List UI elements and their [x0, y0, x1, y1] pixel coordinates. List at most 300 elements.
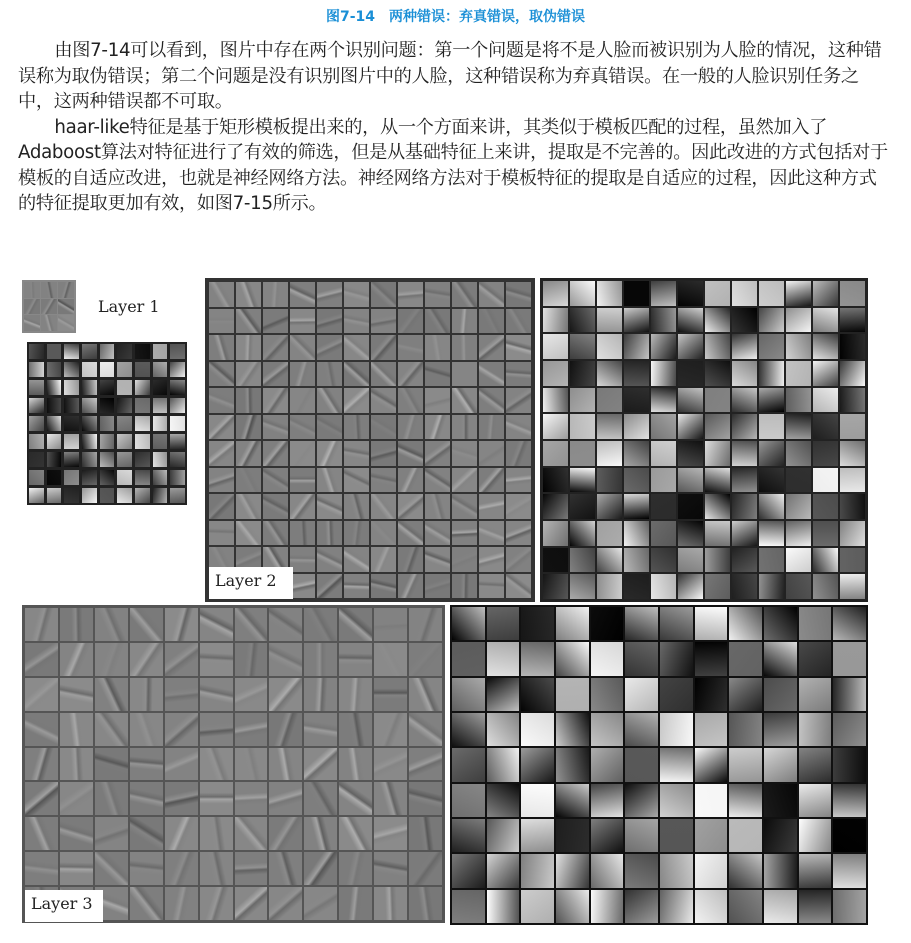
feature-tile [452, 678, 485, 711]
feature-tile [269, 782, 302, 815]
feature-tile [209, 362, 234, 387]
feature-tile [521, 784, 554, 817]
feature-tile [479, 335, 504, 360]
feature-tile [60, 608, 93, 641]
feature-tile [165, 782, 198, 815]
feature-tile [344, 309, 369, 334]
feature-tile [371, 521, 396, 546]
feature-tile [374, 713, 407, 746]
feature-tile [165, 678, 198, 711]
feature-tile [290, 521, 315, 546]
feature-tile [339, 852, 372, 885]
feature-tile [165, 817, 198, 850]
feature-tile [117, 398, 132, 413]
feature-tile [371, 415, 396, 440]
feature-tile [597, 468, 622, 493]
feature-tile [556, 819, 589, 852]
feature-tile [678, 361, 703, 386]
feature-tile [374, 852, 407, 885]
feature-tile [398, 441, 423, 466]
feature-tile [759, 441, 784, 466]
feature-tile [799, 819, 832, 852]
feature-tile [41, 282, 57, 298]
feature-tile [135, 452, 150, 467]
feature-tile [165, 608, 198, 641]
feature-tile [25, 748, 58, 781]
feature-tile [695, 713, 728, 746]
feature-tile [170, 344, 185, 359]
feature-tile [651, 334, 676, 359]
feature-tile [487, 890, 520, 923]
feature-tile [153, 488, 168, 503]
feature-tile [425, 335, 450, 360]
feature-tile [153, 398, 168, 413]
feature-tile [678, 388, 703, 413]
feature-tile [543, 521, 568, 546]
feature-tile [58, 315, 74, 331]
feature-tile [732, 414, 757, 439]
feature-tile [625, 642, 658, 675]
feature-tile [759, 281, 784, 306]
feature-tile [425, 309, 450, 334]
feature-tile [660, 748, 693, 781]
layer2-filters-grid [209, 282, 531, 598]
feature-tile [135, 344, 150, 359]
feature-tile [398, 415, 423, 440]
layer3-filters-grid [25, 608, 442, 920]
feature-tile [678, 494, 703, 519]
feature-tile [840, 334, 865, 359]
feature-tile [130, 608, 163, 641]
feature-tile [339, 678, 372, 711]
feature-tile [591, 854, 624, 887]
feature-tile [487, 854, 520, 887]
feature-tile [813, 441, 838, 466]
feature-tile [371, 335, 396, 360]
paragraph-2: haar-like特征是基于矩形模板提出来的，从一个方面来讲，其类似于模板匹配的过程，虽然加入了Adaboost算法对特征进行了有效的筛选，但是从基础特征上来讲，提取是不完善的。因此改进的方式包括对于模板的自适应改进，也就是神经网络方法。神经网络方法对于模板特征的提取是自适应的过程，因此这种方式的特征提取更加有效，如图7-15所示。 [18, 116, 888, 214]
feature-tile [82, 488, 97, 503]
feature-tile [729, 748, 762, 781]
feature-tile [556, 642, 589, 675]
feature-tile [170, 452, 185, 467]
feature-tile [290, 441, 315, 466]
feature-tile [236, 468, 261, 493]
feature-tile [29, 416, 44, 431]
feature-tile [64, 488, 79, 503]
feature-tile [29, 434, 44, 449]
feature-tile [543, 308, 568, 333]
feature-tile [840, 281, 865, 306]
feature-tile [200, 782, 233, 815]
layer2-filters-panel [205, 278, 535, 602]
feature-tile [236, 335, 261, 360]
feature-tile [732, 361, 757, 386]
feature-tile [60, 678, 93, 711]
feature-tile [235, 782, 268, 815]
feature-tile [269, 852, 302, 885]
feature-tile [452, 415, 477, 440]
feature-tile [479, 521, 504, 546]
feature-tile [597, 441, 622, 466]
feature-tile [200, 643, 233, 676]
feature-tile [452, 642, 485, 675]
feature-tile [82, 344, 97, 359]
feature-tile [597, 494, 622, 519]
feature-tile [200, 608, 233, 641]
feature-tile [290, 468, 315, 493]
feature-tile [82, 470, 97, 485]
feature-tile [705, 574, 730, 599]
feature-tile [100, 344, 115, 359]
feature-tile [165, 643, 198, 676]
feature-tile [130, 748, 163, 781]
feature-tile [25, 713, 58, 746]
feature-tile [47, 344, 62, 359]
feature-tile [135, 470, 150, 485]
feature-tile [452, 607, 485, 640]
feature-tile [452, 335, 477, 360]
feature-tile [269, 608, 302, 641]
layer1-patches-grid [27, 342, 187, 505]
feature-tile [130, 887, 163, 920]
feature-tile [624, 548, 649, 573]
feature-tile [344, 574, 369, 599]
feature-tile [759, 308, 784, 333]
feature-tile [29, 362, 44, 377]
feature-tile [398, 468, 423, 493]
feature-tile [570, 334, 595, 359]
feature-tile [695, 607, 728, 640]
feature-tile [452, 494, 477, 519]
feature-tile [317, 521, 342, 546]
feature-tile [705, 548, 730, 573]
feature-tile [290, 309, 315, 334]
feature-tile [425, 574, 450, 599]
feature-tile [425, 468, 450, 493]
feature-tile [479, 309, 504, 334]
layer2-patches-panel [540, 278, 868, 602]
feature-tile [130, 852, 163, 885]
feature-tile [625, 748, 658, 781]
feature-tile [651, 281, 676, 306]
feature-tile [235, 817, 268, 850]
feature-tile [651, 494, 676, 519]
feature-tile [570, 281, 595, 306]
feature-tile [170, 398, 185, 413]
feature-tile [729, 784, 762, 817]
feature-tile [344, 335, 369, 360]
feature-tile [759, 494, 784, 519]
feature-tile [58, 299, 74, 315]
feature-tile [117, 380, 132, 395]
feature-tile [764, 713, 797, 746]
feature-tile [170, 488, 185, 503]
feature-tile [236, 441, 261, 466]
feature-tile [695, 784, 728, 817]
feature-tile [165, 748, 198, 781]
feature-tile [398, 282, 423, 307]
layer2-patches-grid [543, 281, 865, 599]
feature-tile [591, 890, 624, 923]
feature-tile [371, 362, 396, 387]
feature-tile [786, 441, 811, 466]
feature-tile [425, 282, 450, 307]
feature-tile [409, 782, 442, 815]
feature-tile [452, 784, 485, 817]
feature-tile [813, 334, 838, 359]
feature-tile [200, 748, 233, 781]
feature-tile [705, 388, 730, 413]
feature-tile [625, 784, 658, 817]
feature-tile [678, 521, 703, 546]
feature-tile [47, 452, 62, 467]
feature-tile [624, 334, 649, 359]
feature-tile [624, 521, 649, 546]
feature-tile [425, 415, 450, 440]
feature-tile [409, 852, 442, 885]
feature-tile [729, 819, 762, 852]
paragraph-1: 由图7-14可以看到，图片中存在两个识别问题：第一个问题是将不是人脸而被识别为人脸的情况，这种错误称为取伪错误；第二个问题是没有识别图片中的人脸，这种错误称为弃真错误。在一般的人脸识别任务之中，这两种错误都不可取。 [18, 40, 882, 112]
feature-tile [269, 643, 302, 676]
feature-tile [41, 299, 57, 315]
feature-tile [799, 784, 832, 817]
layer1-panel [18, 275, 202, 601]
feature-tile [521, 607, 554, 640]
feature-tile [759, 414, 784, 439]
feature-tile [200, 713, 233, 746]
feature-tile [521, 748, 554, 781]
feature-tile [452, 890, 485, 923]
feature-tile [597, 548, 622, 573]
feature-tile [799, 678, 832, 711]
feature-tile [732, 441, 757, 466]
feature-tile [570, 521, 595, 546]
feature-tile [833, 854, 866, 887]
feature-tile [371, 441, 396, 466]
feature-tile [705, 468, 730, 493]
feature-tile [304, 678, 337, 711]
feature-tile [290, 388, 315, 413]
feature-tile [732, 494, 757, 519]
feature-tile [290, 415, 315, 440]
feature-tile [840, 308, 865, 333]
feature-tile [409, 713, 442, 746]
feature-tile [813, 361, 838, 386]
feature-tile [263, 441, 288, 466]
feature-tile [398, 494, 423, 519]
feature-tile [25, 817, 58, 850]
feature-tile [732, 521, 757, 546]
feature-tile [64, 380, 79, 395]
feature-tile [165, 713, 198, 746]
feature-tile [452, 748, 485, 781]
feature-tile [786, 388, 811, 413]
feature-tile [95, 817, 128, 850]
feature-tile [452, 441, 477, 466]
feature-tile [651, 414, 676, 439]
layer3-label: Layer 3 [25, 890, 103, 922]
feature-tile [452, 547, 477, 572]
feature-tile [521, 713, 554, 746]
feature-tile [813, 494, 838, 519]
feature-tile [371, 574, 396, 599]
feature-tile [597, 281, 622, 306]
feature-tile [236, 388, 261, 413]
feature-tile [543, 548, 568, 573]
feature-tile [729, 890, 762, 923]
feature-tile [425, 521, 450, 546]
feature-tile [64, 398, 79, 413]
feature-tile [24, 315, 40, 331]
feature-tile [95, 608, 128, 641]
feature-tile [660, 713, 693, 746]
feature-tile [339, 817, 372, 850]
feature-tile [117, 470, 132, 485]
feature-tile [317, 494, 342, 519]
feature-tile [695, 748, 728, 781]
feature-tile [624, 441, 649, 466]
feature-tile [236, 282, 261, 307]
feature-tile [290, 494, 315, 519]
feature-tile [409, 678, 442, 711]
feature-tile [786, 574, 811, 599]
feature-tile [425, 547, 450, 572]
feature-tile [660, 678, 693, 711]
feature-tile [487, 642, 520, 675]
feature-tile [506, 415, 531, 440]
feature-tile [60, 748, 93, 781]
feature-tile [135, 488, 150, 503]
feature-tile [24, 282, 40, 298]
feature-tile [651, 441, 676, 466]
feature-tile [759, 521, 784, 546]
feature-tile [452, 854, 485, 887]
feature-tile [813, 308, 838, 333]
feature-tile [304, 713, 337, 746]
feature-tile [200, 817, 233, 850]
feature-tile [543, 574, 568, 599]
feature-tile [209, 282, 234, 307]
feature-tile [521, 678, 554, 711]
feature-tile [506, 494, 531, 519]
feature-tile [317, 415, 342, 440]
feature-tile [651, 308, 676, 333]
feature-tile [764, 748, 797, 781]
feature-tile [570, 308, 595, 333]
feature-tile [344, 441, 369, 466]
feature-tile [799, 607, 832, 640]
feature-tile [100, 362, 115, 377]
feature-tile [339, 748, 372, 781]
feature-tile [840, 494, 865, 519]
feature-tile [339, 887, 372, 920]
feature-tile [344, 282, 369, 307]
feature-tile [130, 782, 163, 815]
layer3-filters-panel [22, 605, 445, 923]
feature-tile [95, 678, 128, 711]
feature-tile [452, 309, 477, 334]
feature-tile [786, 548, 811, 573]
feature-tile [82, 362, 97, 377]
feature-tile [409, 887, 442, 920]
feature-tile [25, 782, 58, 815]
feature-tile [317, 282, 342, 307]
feature-tile [660, 854, 693, 887]
feature-tile [339, 643, 372, 676]
feature-tile [591, 713, 624, 746]
feature-tile [506, 309, 531, 334]
layer2-label: Layer 2 [209, 567, 293, 599]
feature-tile [660, 890, 693, 923]
feature-tile [695, 854, 728, 887]
feature-tile [317, 547, 342, 572]
feature-tile [209, 388, 234, 413]
feature-tile [130, 678, 163, 711]
feature-tile [317, 441, 342, 466]
feature-tile [786, 281, 811, 306]
feature-tile [374, 748, 407, 781]
feature-tile [64, 470, 79, 485]
feature-tile [597, 574, 622, 599]
feature-tile [591, 642, 624, 675]
feature-tile [235, 748, 268, 781]
feature-tile [374, 887, 407, 920]
feature-tile [269, 748, 302, 781]
feature-tile [409, 643, 442, 676]
feature-tile [317, 335, 342, 360]
feature-tile [269, 713, 302, 746]
feature-tile [100, 452, 115, 467]
layer1-filters-grid [22, 280, 76, 333]
feature-tile [25, 643, 58, 676]
feature-tile [100, 416, 115, 431]
feature-tile [236, 494, 261, 519]
layer3-patches-panel [450, 605, 868, 925]
feature-tile [170, 380, 185, 395]
feature-tile [556, 607, 589, 640]
feature-tile [833, 890, 866, 923]
feature-tile [304, 643, 337, 676]
feature-tile [624, 574, 649, 599]
feature-tile [452, 388, 477, 413]
feature-tile [135, 416, 150, 431]
feature-tile [625, 713, 658, 746]
feature-tile [317, 309, 342, 334]
feature-tile [100, 380, 115, 395]
feature-tile [759, 334, 784, 359]
feature-tile [624, 414, 649, 439]
feature-tile [290, 335, 315, 360]
feature-tile [269, 887, 302, 920]
feature-tile [678, 334, 703, 359]
feature-tile [82, 398, 97, 413]
feature-tile [543, 361, 568, 386]
feature-tile [570, 388, 595, 413]
feature-tile [506, 335, 531, 360]
feature-tile [799, 713, 832, 746]
feature-tile [339, 782, 372, 815]
feature-tile [651, 574, 676, 599]
feature-tile [425, 362, 450, 387]
feature-tile [764, 642, 797, 675]
feature-tile [452, 713, 485, 746]
feature-tile [521, 854, 554, 887]
feature-tile [398, 335, 423, 360]
feature-tile [786, 414, 811, 439]
feature-tile [60, 782, 93, 815]
feature-tile [624, 388, 649, 413]
feature-tile [47, 362, 62, 377]
